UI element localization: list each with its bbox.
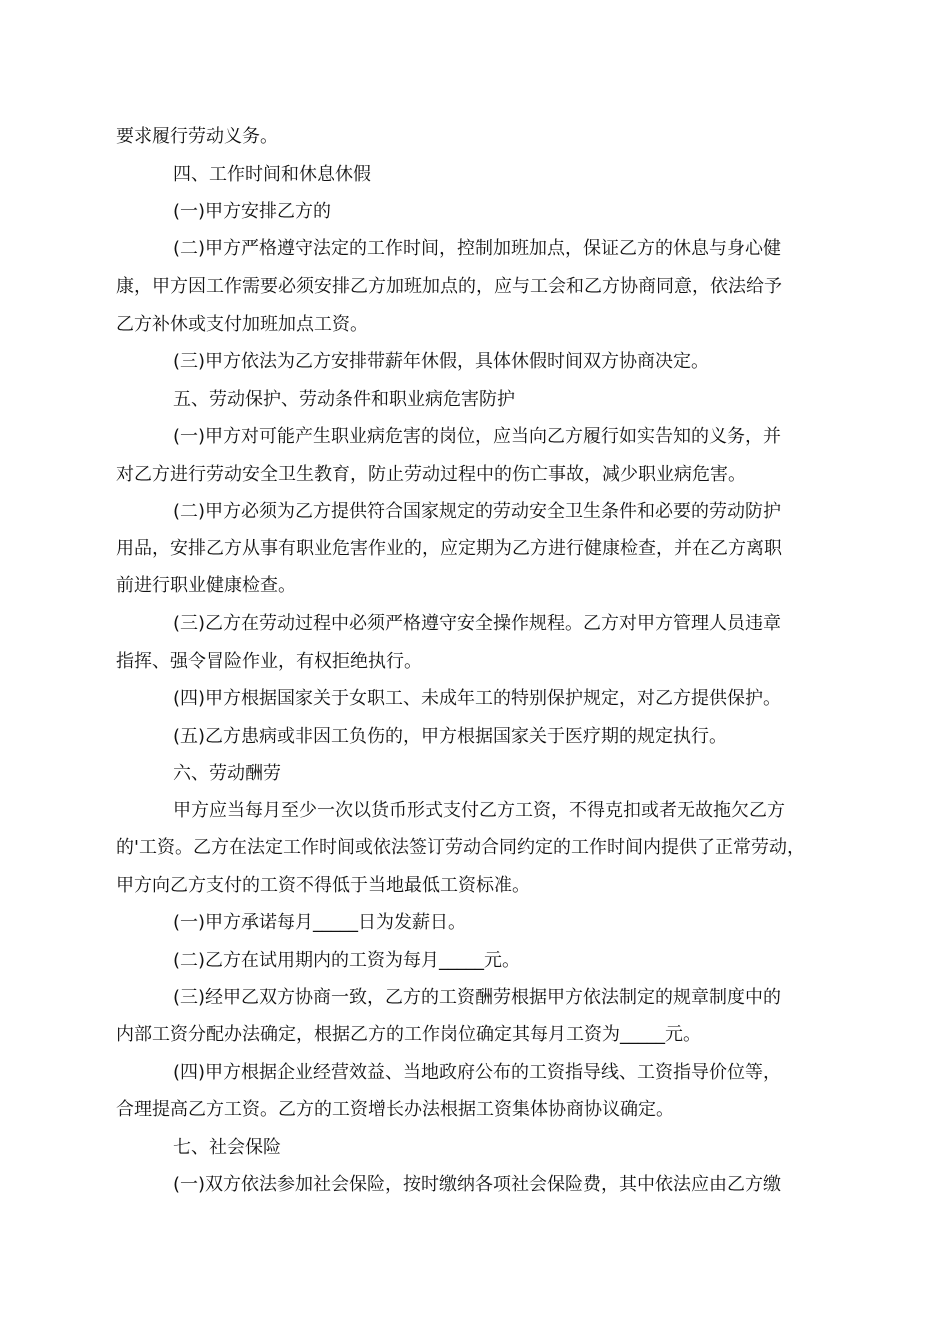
- text-line: 甲方应当每月至少一次以货币形式支付乙方工资，不得克扣或者无故拖欠乙方: [173, 800, 785, 821]
- text-line: 乙方补休或支付加班加点工资。: [116, 314, 368, 335]
- text-line: (二)甲方必须为乙方提供符合国家规定的劳动安全卫生条件和必要的劳动防护: [173, 501, 782, 522]
- text-line: 的'工资。乙方在法定工作时间或依法签订劳动合同约定的工作时间内提供了正常劳动，: [116, 837, 805, 858]
- text-line: 要求履行劳动义务。: [116, 126, 278, 147]
- text-line: 前进行职业健康检查。: [116, 575, 296, 596]
- section-heading: 五、劳动保护、劳动条件和职业病危害防护: [173, 389, 515, 410]
- text-line: (一)甲方安排乙方的: [173, 201, 332, 222]
- text-line: 合理提高乙方工资。乙方的工资增长办法根据工资集体协商协议确定。: [116, 1099, 674, 1120]
- text-line: (三)经甲乙双方协商一致，乙方的工资酬劳根据甲方依法制定的规章制度中的: [173, 987, 782, 1008]
- text-line: (二)乙方在试用期内的工资为每月_____元。: [173, 950, 521, 971]
- text-line: (三)乙方在劳动过程中必须严格遵守安全操作规程。乙方对甲方管理人员违章: [173, 613, 782, 634]
- text-line: 康，甲方因工作需要必须安排乙方加班加点的，应与工会和乙方协商同意，依法给予: [116, 276, 782, 297]
- text-line: (二)甲方严格遵守法定的工作时间，控制加班加点，保证乙方的休息与身心健: [173, 238, 782, 259]
- text-line: (五)乙方患病或非因工负伤的，甲方根据国家关于医疗期的规定执行。: [173, 726, 728, 747]
- text-line: 对乙方进行劳动安全卫生教育，防止劳动过程中的伤亡事故，减少职业病危害。: [116, 464, 746, 485]
- text-line: (一)双方依法参加社会保险，按时缴纳各项社会保险费，其中依法应由乙方缴: [173, 1174, 782, 1195]
- text-line: 内部工资分配办法确定，根据乙方的工作岗位确定其每月工资为_____元。: [116, 1024, 701, 1045]
- text-line: (一)甲方承诺每月_____日为发薪日。: [173, 912, 467, 933]
- text-line: (四)甲方根据企业经营效益、当地政府公布的工资指导线、工资指导价位等，: [173, 1062, 782, 1083]
- text-line: 用品，安排乙方从事有职业危害作业的，应定期为乙方进行健康检查，并在乙方离职: [116, 538, 782, 559]
- section-heading: 七、社会保险: [173, 1137, 281, 1158]
- text-line: (四)甲方根据国家关于女职工、未成年工的特别保护规定，对乙方提供保护。: [173, 688, 782, 709]
- text-line: (三)甲方依法为乙方安排带薪年休假，具体休假时间双方协商决定。: [173, 351, 710, 372]
- text-line: 甲方向乙方支付的工资不得低于当地最低工资标准。: [116, 875, 530, 896]
- section-heading: 六、劳动酬劳: [173, 763, 281, 784]
- text-line: 指挥、强令冒险作业，有权拒绝执行。: [116, 651, 422, 672]
- text-line: (一)甲方对可能产生职业病危害的岗位，应当向乙方履行如实告知的义务，并: [173, 426, 782, 447]
- section-heading: 四、工作时间和休息休假: [173, 164, 371, 185]
